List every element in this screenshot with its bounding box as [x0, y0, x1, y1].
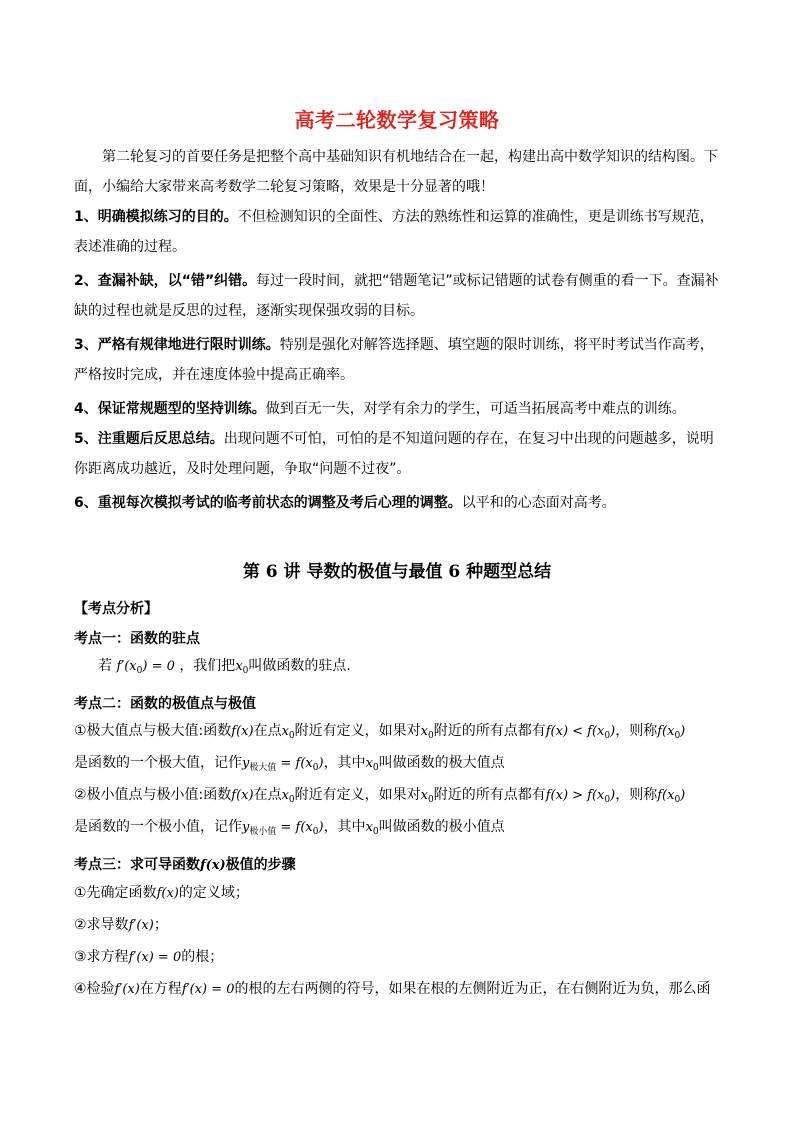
kp3-step-4: ④检验f′(x)在方程f′(x) = 0的根的左右两侧的符号，如果在根的左侧附近为正，在右侧附近为负，那么函: [74, 981, 711, 997]
tip-5: [74, 424, 726, 484]
kp3-title: 考点三：求可导函数f(x)极值的步骤: [74, 857, 296, 873]
tip-3: [74, 330, 726, 390]
tip-6: [74, 488, 726, 518]
intro-paragraph: 第二轮复习的首要任务是把整个高中基础知识有机地结合在一起，构建出高中数学知识的结构图。下面，小编给大家带来高考数学二轮复习策略，效果是十分显著的哦！: [74, 149, 718, 195]
tip-5-head: 5、注重题后反思总结。: [74, 431, 224, 447]
kp1-text: 若 $f'(x_0) = 0$ ，我们把$x_0$叫做函数的驻点.: [98, 658, 351, 676]
kp3-step-3: ③求方程f′(x) = 0的根；: [74, 949, 224, 965]
tip-4-body: 做到百无一失，对学有余力的学生，可适当拓展高考中难点的训练。: [265, 401, 686, 417]
kp2-min-line1: ②极小值点与极小值:函数f(x)在点$x_0$附近有定义，如果对$x_0$附近的所有点都有$f(x) > f(x_0)$，则称$f(x_0)$: [74, 787, 686, 805]
tip-6-head: 6、重视每次模拟考试的临考前状态的调整及考后心理的调整。: [74, 495, 462, 511]
tip-1-head: 1、明确模拟练习的目的。: [74, 209, 238, 225]
kp2-min-line2: 是函数的一个极小值，记作$y_{极小值} = f(x_0)$，其中$x_0$叫做函数的极小值点: [74, 819, 505, 837]
analysis-label: 【考点分析】: [74, 601, 158, 617]
kp2-max-line2: 是函数的一个极大值，记作$y_{极大值} = f(x_0)$，其中$x_0$叫做函数的极大值点: [74, 755, 505, 773]
tip-1-body: 不但检测知识的全面性、方法的熟练性和运算的准确性，更是训练书写规范，表述准确的过程。: [74, 209, 714, 255]
kp2-title: 考点二：函数的极值点与极值: [74, 696, 256, 712]
kp3-step-2: ②求导数f′(x)；: [74, 917, 168, 933]
kp2-max-line1: ①极大值点与极大值:函数f(x)在点$x_0$附近有定义，如果对$x_0$附近的所有点都有$f(x) < f(x_0)$，则称$f(x_0)$: [74, 723, 686, 741]
kp3-step-1: ①先确定函数f(x)的定义域；: [74, 885, 249, 901]
tip-3-head: 3、严格有规律地进行限时训练。: [74, 337, 280, 353]
kp1-title: 考点一：函数的驻点: [74, 631, 200, 647]
tip-4-head: 4、保证常规题型的坚持训练。: [74, 401, 266, 417]
tip-2: [74, 266, 726, 326]
lecture-title: 第 6 讲 导数的极值与最值 6 种题型总结: [242, 562, 552, 582]
tip-1: [74, 202, 726, 262]
tip-6-body: 以平和的心态面对高考。: [461, 495, 616, 511]
tip-5-body: 出现问题不可怕，可怕的是不知道问题的存在，在复习中出现的问题越多，说明你距离成功越近，及时处理问题，争取“问题不过夜”。: [74, 431, 714, 477]
tip-2-body: 每过一段时间，就把“错题笔记”或标记错题的试卷有侧重的看一下。查漏补缺的过程也就是反思的过程，逐渐实现保强攻弱的目标。: [74, 273, 719, 319]
tip-3-body: 特别是强化对解答选择题、填空题的限时训练，将平时考试当作高考，严格按时完成，并在速度体验中提高正确率。: [74, 337, 714, 383]
tip-4: [74, 394, 726, 424]
doc-title: 高考二轮数学复习策略: [294, 108, 500, 132]
tip-2-head: 2、查漏补缺，以“错”纠错。: [74, 273, 257, 289]
